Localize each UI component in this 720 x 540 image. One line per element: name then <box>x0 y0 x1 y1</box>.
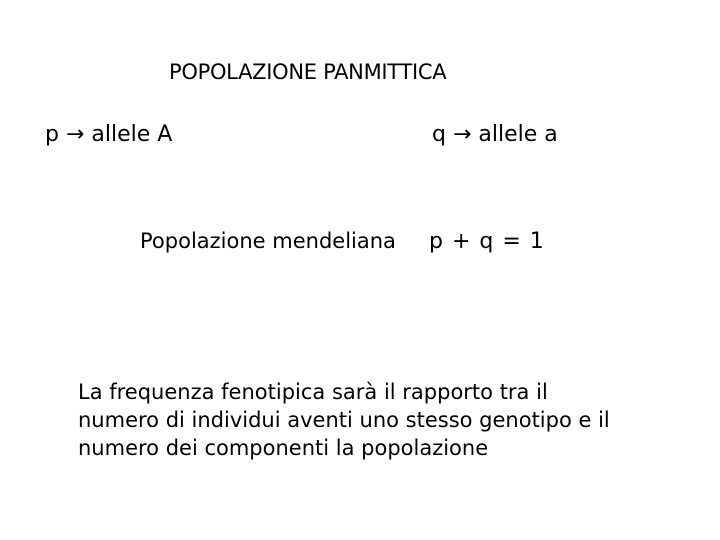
q-allele-definition: q → allele a <box>432 122 558 147</box>
paragraph-line: numero dei componenti la popolazione <box>78 436 489 460</box>
p-allele-definition: p → allele A <box>45 122 173 147</box>
slide-title: POPOLAZIONE PANMITTICA <box>169 60 447 84</box>
paragraph-line: La frequenza fenotipica sarà il rapporto tra il <box>78 380 548 404</box>
hardy-weinberg-equation: p + q = 1 <box>429 229 545 254</box>
definition-paragraph <box>78 378 678 462</box>
population-label: Popolazione mendeliana <box>140 229 396 253</box>
paragraph-line: numero di individui aventi uno stesso genotipo e il <box>78 408 610 432</box>
